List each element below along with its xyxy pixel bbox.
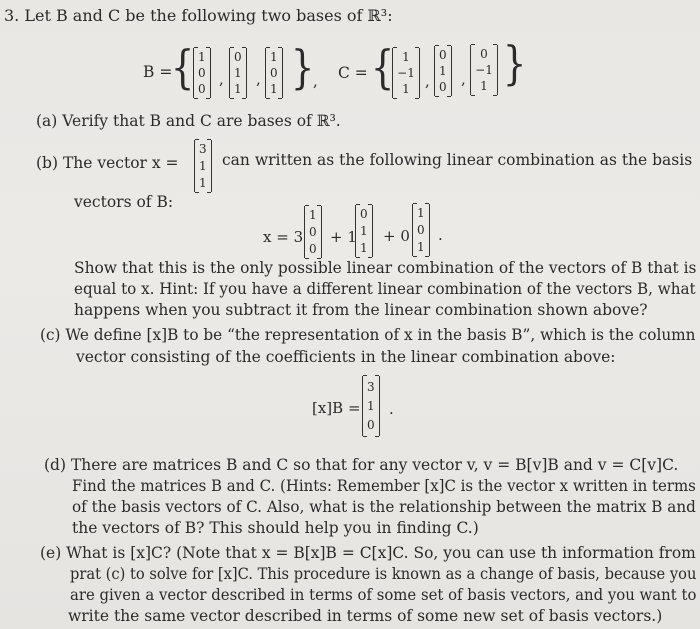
part-e-line-3: are given a vector described in terms of some set of basis vectors, and you want to <box>70 586 697 604</box>
combo-plus-0: + 0 <box>383 227 410 245</box>
left-brace-c: { <box>370 40 395 94</box>
set-b-vector-1 <box>193 48 211 98</box>
entry: 0 <box>198 82 206 96</box>
part-b-line-6: happens when you subtract it from the linear combination shown above? <box>74 301 648 319</box>
entry: 1 <box>402 50 410 64</box>
vector-x <box>194 140 212 192</box>
entry: 1 <box>417 206 425 221</box>
part-b-line-1: (b) The vector x = <box>36 154 179 172</box>
part-d-line-2: Find the matrices B and C. (Hints: Remember [x]C is the vector x written in terms <box>72 477 696 495</box>
part-b-line-3: vectors of B: <box>74 193 174 211</box>
entry: 1 <box>234 82 242 96</box>
entry: 1 <box>270 82 278 96</box>
entry: 0 <box>309 224 317 239</box>
entry: 0 <box>198 66 206 80</box>
part-c-line-1: (c) We define [x]B to be “the representation of x in the basis B”, which is the column <box>40 326 696 344</box>
combo-vector-1 <box>304 206 322 258</box>
set-b-vector-3 <box>265 48 283 98</box>
part-c-line-2: vector consisting of the coefficients in the linear combination above: <box>76 348 616 366</box>
entry: 1 <box>199 175 207 190</box>
part-a: (a) Verify that B and C are bases of ℝ³. <box>36 112 341 130</box>
entry: 3 <box>367 379 375 394</box>
rep-label: [x]B = <box>312 399 361 417</box>
part-d-line-3: of the basis vectors of C. Also, what is the relationship between the matrix B and <box>72 498 696 516</box>
right-brace-c: } <box>502 36 527 90</box>
entry: −1 <box>475 63 493 77</box>
part-d-line-4: the vectors of B? This should help you in finding C.) <box>72 519 479 537</box>
entry: 0 <box>439 80 447 94</box>
entry: 0 <box>417 222 425 237</box>
left-brace-b: { <box>170 40 195 94</box>
entry: 0 <box>480 47 488 61</box>
part-e-line-1: (e) What is [x]C? (Note that x = B[x]B = C[x]C. So, you can use th information from <box>40 544 696 562</box>
entry: 1 <box>480 79 488 93</box>
set-c-label: C = <box>338 64 368 82</box>
entry: 0 <box>439 48 447 62</box>
entry: 3 <box>199 142 207 157</box>
part-b-line-4: Show that this is the only possible linear combination of the vectors of B that is <box>74 259 697 277</box>
combo-plus-1: + 1 <box>330 228 357 246</box>
comma: , <box>219 70 224 88</box>
part-e-line-2: prat (c) to solve for [x]C. This procedure is known as a change of basis, because you <box>70 565 697 583</box>
combo-lhs: x = 3 <box>263 228 304 246</box>
entry: 1 <box>367 398 375 413</box>
set-c-vector-3 <box>470 45 498 95</box>
entry: 0 <box>360 207 368 222</box>
entry: 0 <box>309 241 317 256</box>
entry: 1 <box>199 158 207 173</box>
right-brace-b: } <box>290 40 315 94</box>
part-d-line-1: (d) There are matrices B and C so that for any vector v, v = B[v]B and v = C[v]C. <box>44 456 679 474</box>
entry: 0 <box>367 418 375 433</box>
set-b-vector-2 <box>229 48 247 98</box>
part-b-line-2: can written as the following linear combination as the basis <box>222 151 693 169</box>
entry: −1 <box>397 66 415 80</box>
entry: 1 <box>309 208 317 223</box>
rep-vector <box>362 376 380 436</box>
entry: 1 <box>234 66 242 80</box>
part-b-line-5: equal to x. Hint: If you have a different linear combination of the vectors B, what <box>74 280 696 298</box>
set-b-label: B = <box>143 63 173 81</box>
entry: 0 <box>270 66 278 80</box>
rep-end: . <box>389 400 394 418</box>
comma: , <box>256 70 261 88</box>
comma: , <box>425 72 430 90</box>
entry: 1 <box>439 64 447 78</box>
comma: , <box>461 70 466 88</box>
entry: 1 <box>270 50 278 64</box>
set-c-vector-1 <box>392 48 420 98</box>
comma: , <box>313 72 318 90</box>
combo-vector-2 <box>355 205 373 257</box>
entry: 1 <box>360 223 368 238</box>
entry: 0 <box>234 50 242 64</box>
entry: 1 <box>402 82 410 96</box>
entry: 1 <box>417 239 425 254</box>
combo-vector-3 <box>412 204 430 256</box>
entry: 1 <box>360 240 368 255</box>
part-e-line-4: write the same vector described in terms of some new set of basis vectors.) <box>68 607 663 625</box>
problem-intro: 3. Let B and C be the following two bases of ℝ³: <box>4 6 393 25</box>
entry: 1 <box>198 50 206 64</box>
combo-end: . <box>438 226 443 244</box>
set-c-vector-2 <box>434 46 452 96</box>
